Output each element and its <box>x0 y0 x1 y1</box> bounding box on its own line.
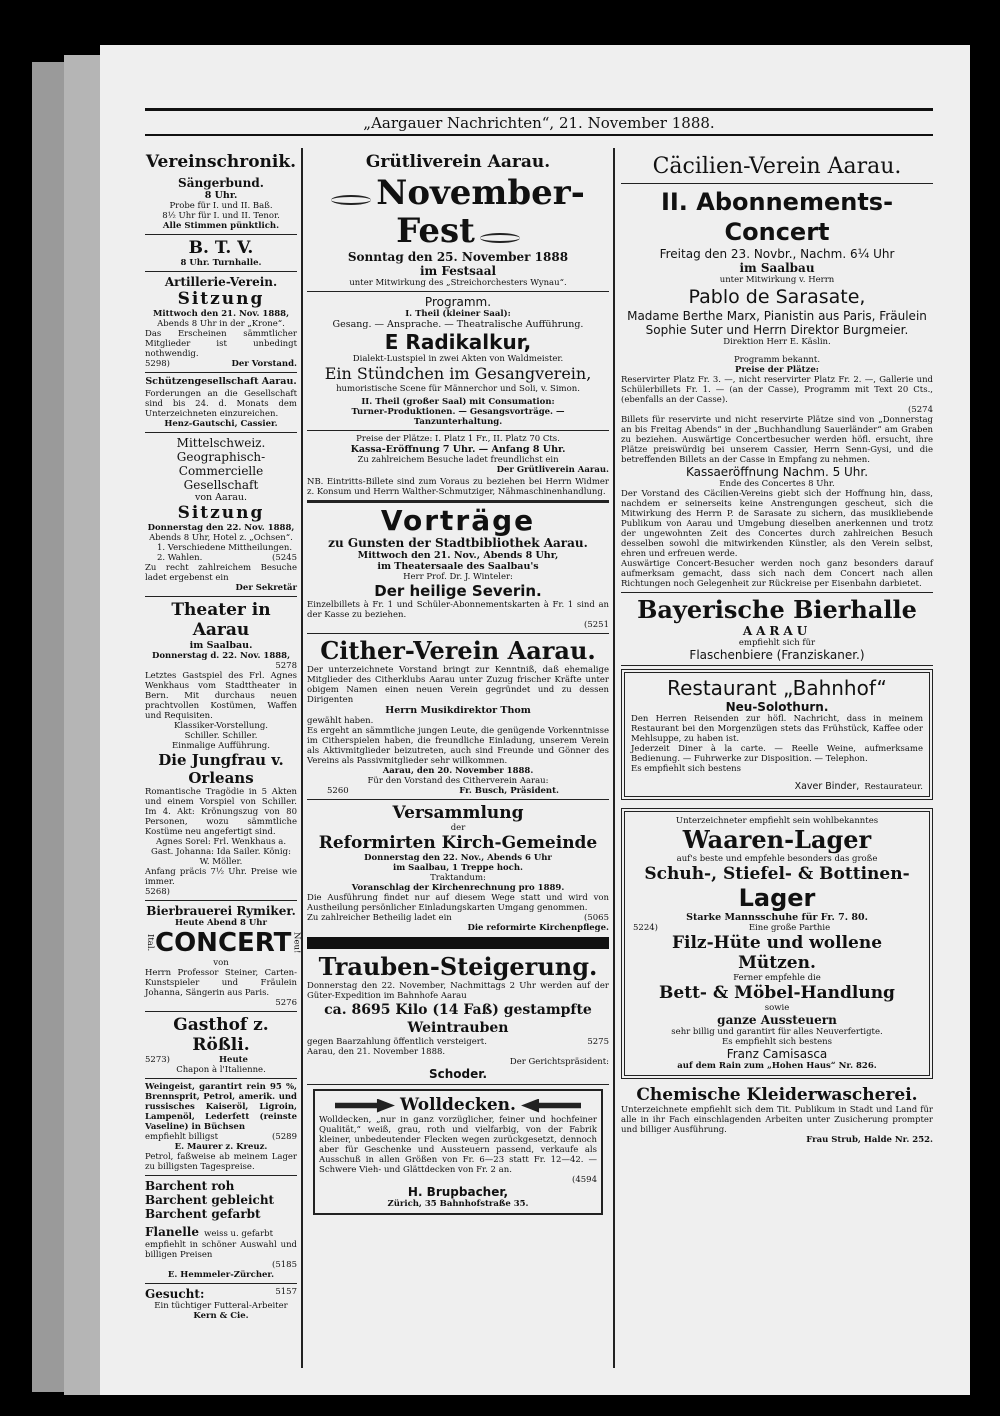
programm-heading: Programm. <box>424 295 492 309</box>
versammlung-line: im Saalbau, 1 Treppe hoch. <box>393 863 523 873</box>
waarenlager-line: sehr billig und garantirt für alles Neuverfertigte. <box>671 1027 883 1037</box>
geo-line: Zu recht zahlreichem Besuche ladet ergebenst ein <box>145 563 297 583</box>
ad-number: 5268) <box>145 887 170 897</box>
programm-line: Turner-Produktionen. — Gesangsvorträge. — Tanzunterhaltung. <box>351 407 565 427</box>
cither-heading: Cither-Verein Aarau. <box>320 636 596 665</box>
abonnement-line: Der Vorstand des Cäcilien-Vereins giebt sich der Hoffnung hin, dass, nachdem er seinerseits keine Anstrengungen gescheut, sich die Mitwirkung des Herrn P. de Sarasate zu sichern, das musikliebende Publikum von Aarau und Umgebung dieselben anerkennen und trotz der ungewohnten Zeit des Concertes durch zahlreichen Besuch desselben sowohl die mitwirkenden Künstler, als den Verein selbst, ehren und erfreuen werde. <box>621 489 933 559</box>
cither-text: Für den Vorstand des Citherverein Aarau: <box>367 776 549 786</box>
column-left <box>145 148 302 1368</box>
restaurant-sub: Neu-Solothurn. <box>725 700 829 714</box>
programm-line: humoristische Scene für Männerchor und Soli, v. Simon. <box>336 384 580 394</box>
kasse-line: Kassaeröffnung Nachm. 5 Uhr. <box>685 465 869 479</box>
schuh-heading: Schuh-, Stiefel- & Bottinen- <box>644 864 910 884</box>
concert-title: CONCERT <box>155 928 292 958</box>
ende-line: Ende des Concertes 8 Uhr. <box>719 479 835 489</box>
waarenlager-line: Unterzeichneter empfiehlt sein wohlbekanntes <box>675 816 879 826</box>
restaurant-signature: Xaver Binder, <box>794 781 860 792</box>
barchent-line: Barchent gebleicht <box>145 1193 275 1207</box>
ad-number: (5289 <box>272 1132 297 1142</box>
restaurant-heading: Restaurant „Bahnhof“ <box>667 676 887 700</box>
barchent-line: weiss u. gefarbt <box>204 1229 273 1239</box>
chemische-line: Unterzeichnete empfiehlt sich dem Tit. Publikum in Stadt und Land für alle in ihr Fach einschlagenden Arbeiten unter Zusicherung prompter und billiger Ausführung. <box>621 1105 933 1135</box>
saengerbund-time: 8 Uhr. <box>204 190 238 201</box>
cither-text: Es ergeht an sämmtliche jungen Leute, die genügende Vorkenntnisse im Citherspielen haben, die freundliche Einladung, unserem Verein als Aktivmitglieder beizutreten, auch sind Freunde und Gönner des Vereins als Passivmitglieder sehr willkommen. <box>307 726 609 766</box>
waarenlager-line: Es empfiehlt sich bestens <box>722 1037 832 1047</box>
caecilien-heading: Cäcilien-Verein Aarau. <box>652 154 902 179</box>
wolldecken-text: Wolldecken, „nur in ganz vorzüglicher, feiner und hochfeiner Qualität,“ weiß, grau, roth und vielfarbig, von der Fabrik kleiner, unbedeutender Flecken wegen zurückgesetzt, dennoch aber für Geschenke und Aussteuern passend, verkaufe als Ausschuß in allen Größen von Fr. 6—23 statt Fr. 12—42. — Schwere Vieh- und Glättdecken von Fr. 2 an. <box>319 1115 597 1175</box>
gesucht-heading: Gesucht: <box>145 1287 205 1301</box>
restaurant-line: Jederzeit Diner à la carte. — Reelle Weine, aufmerksame Bedienung. — Fuhrwerke zur Disposition. — Telephon. <box>631 744 923 764</box>
weingeist-line: empfiehlt billigst <box>145 1132 219 1142</box>
roessli-line: Chapon à l'Italienne. <box>176 1065 266 1075</box>
waarenlager-line: auf's beste und empfehle besonders das große <box>676 854 878 864</box>
wolldecken-signature: H. Brupbacher, <box>407 1185 509 1199</box>
roessli-line: Heute <box>219 1055 248 1065</box>
artillerie-line: Abends 8 Uhr in der „Krone“. <box>157 319 285 329</box>
camisasca-name: Franz Camisasca <box>726 1047 828 1061</box>
pointing-hand-icon <box>335 1099 395 1113</box>
abonnement-place: im Saalbau <box>739 261 815 275</box>
barchent-line: Flanelle <box>145 1225 199 1239</box>
geo-signature: Der Sekretär <box>235 583 297 593</box>
geo-date: Donnerstag den 22. Nov. 1888, <box>147 523 295 533</box>
vortraege-title: Vorträge <box>380 504 536 537</box>
schuetzen-text: Forderungen an die Gesellschaft sind bis 24. d. Monats dem Unterzeichneten einzureichen. <box>145 389 297 419</box>
theater-sub: im Saalbau. <box>189 640 253 651</box>
trauben-line: Donnerstag den 22. November, Nachmittags 2 Uhr werden auf der Güter-Expedition im Bahnhofe Aarau <box>307 981 609 1001</box>
divider <box>307 633 609 634</box>
einladung-line: Zu zahlreichem Besuche ladet freundlichst ein <box>357 455 559 465</box>
abonnement-line: unter Mitwirkung v. Herrn <box>719 275 835 285</box>
versammlung-line: der <box>450 823 466 833</box>
divider <box>307 799 609 800</box>
abonnement-line: Reservirter Platz Fr. 3. —, nicht reservirter Platz Fr. 2. —, Gallerie und Schülerbillets Fr. 1. — (an der Casse), Programm mit Text 20 Cts., (ebenfalls an der Casse). <box>621 375 933 405</box>
abonnement-line: Programm bekannt. <box>733 355 821 365</box>
book-edge-inner <box>64 55 104 1395</box>
wolldecken-box <box>313 1089 603 1215</box>
artillerie-signature: Der Vorstand. <box>231 359 297 369</box>
ad-number: (4594 <box>572 1175 597 1185</box>
cither-signature: Fr. Busch, Präsident. <box>459 786 559 796</box>
divider <box>145 432 297 433</box>
barchent-text: empfiehlt in schöner Auswahl und billigen Preisen <box>145 1240 297 1260</box>
bier-line: von <box>213 958 229 968</box>
black-bar <box>307 937 609 949</box>
ornament <box>480 233 520 243</box>
vortraege-line: Mittwoch den 21. Nov., Abends 8 Uhr, <box>357 550 559 561</box>
ad-number: (5185 <box>272 1260 297 1270</box>
lager-heading: Lager <box>738 884 816 912</box>
novemberfest-place: im Festsaal <box>419 264 497 278</box>
weingeist-text: Weingeist, garantirt rein 95 %, Brennsprit, Petrol, amerik. und russisches Kaiseröl, Ligroin, Lampenöl, Lederfett (reinste Vaseline) in Büchsen <box>145 1082 297 1132</box>
theater-line: Schiller. Schiller. <box>184 731 258 741</box>
vereinschronik-heading: Vereinschronik. <box>145 152 297 172</box>
programm-line: I. Theil (kleiner Saal): <box>405 309 511 319</box>
vortraege-line: Einzelbillets à Fr. 1 und Schüler-Abonnementskarten à Fr. 1 sind an der Kasse zu beziehen. <box>307 600 609 620</box>
divider <box>621 665 933 666</box>
geo-heading: von Aarau. <box>194 492 248 503</box>
versammlung-line: Die Ausführung findet nur auf diesem Wege statt und wird von Austheilung persönlicher Einladungskarten Umgang genommen. <box>307 893 609 913</box>
theater-line: Klassiker-Vorstellung. <box>174 721 268 731</box>
waarenlager-line: Eine große Parthie <box>748 923 831 933</box>
side-label: Ital. <box>145 934 155 952</box>
trauben-date: Aarau, den 21. November 1888. <box>307 1047 446 1057</box>
divider <box>145 271 297 272</box>
divider <box>145 1011 297 1012</box>
divider <box>145 596 297 597</box>
restaurant-box <box>621 669 933 800</box>
nb-text: NB. Eintritts-Billete sind zum Voraus zu beziehen bei Herrn Widmer z. Konsum und Herrn Walther-Schmutziger, Nähmaschinenhandlung. <box>307 477 609 497</box>
bayerische-aarau: AARAU <box>742 624 812 638</box>
theater-line: Anfang präcis 7½ Uhr. Preise wie immer. <box>145 867 297 887</box>
chemische-signature: Frau Strub, Halde Nr. 252. <box>806 1135 933 1145</box>
cither-text: Der unterzeichnete Vorstand bringt zur Kenntniß, daß ehemalige Mitglieder des Citherklubs Aarau unter Zuzug frischer Kräfte unter obigem Namen einen neuen Verein gegründet und zu dessen Dirigenten <box>307 665 609 705</box>
stuendchen-title: Ein Stündchen im Gesangverein, <box>324 364 592 383</box>
artillerie-heading: Artillerie-Verein. <box>164 275 278 289</box>
saengerbund-line: 8½ Uhr für I. und II. Tenor. <box>162 211 280 221</box>
flaschenbiere-line: Flaschenbiere (Franziskaner.) <box>689 648 865 662</box>
geo-line: 2. Wahlen. <box>157 553 203 563</box>
abonnement-line: Madame Berthe Marx, Pianistin aus Paris, Fräulein Sophie Suter und Herrn Direktor Burgmeier. <box>627 309 927 337</box>
abonnement-title: II. Abonnements-Concert <box>660 188 894 246</box>
cither-thom: Herrn Musikdirektor Thom <box>385 705 531 716</box>
gruetli-heading: Grütliverein Aarau. <box>365 152 551 172</box>
waarenlager-line: sowie <box>764 1003 790 1013</box>
bayerische-heading: Bayerische Bierhalle <box>637 595 917 624</box>
artillerie-line: Das Erscheinen sämmtlicher Mitglieder ist unbedingt nothwendig. <box>145 329 297 359</box>
versammlung-line: Zu zahlreicher Betheilig ladet ein <box>307 913 452 923</box>
page-content <box>145 108 933 1368</box>
trauben-big: ca. 8695 Kilo (14 Faß) gestampfte Weintrauben <box>324 1002 592 1036</box>
vortraege-line: zu Gunsten der Stadtbibliothek Aarau. <box>328 536 588 550</box>
saengerbund-heading: Sängerbund. <box>178 176 264 190</box>
versammlung-line: Donnerstag den 22. Nov., Abends 6 Uhr <box>364 853 552 863</box>
sitzung-heading: Sitzung <box>177 503 265 523</box>
gruetli-signature: Der Grütliverein Aarau. <box>496 465 609 475</box>
divider <box>307 1084 609 1085</box>
trauben-signature: Schoder. <box>428 1067 488 1081</box>
radikalkur-title: E Radikalkur, <box>384 330 532 354</box>
saengerbund-line: Alle Stimmen pünktlich. <box>162 221 280 231</box>
waarenlager-heading: Waaren-Lager <box>682 825 872 854</box>
novemberfest-line: unter Mitwirkung des „Streichorchesters Wynau“. <box>349 278 567 288</box>
divider <box>307 291 609 292</box>
cither-text: gewählt haben. <box>307 716 374 726</box>
ad-number: 5276 <box>275 998 297 1008</box>
theater-heading: Theater in Aarau <box>171 600 271 640</box>
versammlung-line: Traktandum: <box>430 873 486 883</box>
ad-number: (5065 <box>584 913 609 923</box>
jungfrau-title: Die Jungfrau v. Orleans <box>158 751 284 787</box>
ad-number: 5275 <box>587 1037 609 1047</box>
programm-line: Gesang. — Ansprache. — Theatralische Aufführung. <box>332 319 584 330</box>
waarenlager-line: Ferner empfehle die <box>733 973 821 983</box>
schuetzen-signature: Henz-Gautschi, Cassier. <box>164 419 278 429</box>
divider <box>145 1175 297 1176</box>
ad-number: (5251 <box>584 620 609 630</box>
novemberfest-title: November-Fest <box>376 173 585 251</box>
programm-line: II. Theil (großer Saal) mit Consumation: <box>361 397 555 407</box>
divider <box>621 592 933 593</box>
ad-number: 5278 <box>275 661 297 671</box>
roessli-heading: Gasthof z. Rößli. <box>173 1015 269 1055</box>
kassa-line: Kassa-Eröffnung 7 Uhr. — Anfang 8 Uhr. <box>350 444 566 455</box>
masthead: „Aargauer Nachrichten“, 21. November 1888. <box>145 108 933 136</box>
wolldecken-address: Zürich, 35 Bahnhofstraße 35. <box>387 1199 529 1209</box>
filz-heading: Filz-Hüte und wollene Mützen. <box>671 933 883 973</box>
divider <box>307 500 609 503</box>
abonnement-line: Billets für reservirte und nicht reservirte Plätze sind von „Donnerstag an bis Freitag Abends“ in der „Buchhandlung Sauerländer“ am Graben zu beziehen. Auswärtige Concertbesucher werden höfl. ersucht, ihre Plätze preiswürdig bei unserem Cassier, Herrn Senn-Gysi, und die betreffenden Billets an der Casse in Empfang zu nehmen. <box>621 415 933 465</box>
preise-line: Preise der Plätze: I. Platz 1 Fr., II. Platz 70 Cts. <box>356 434 560 444</box>
theater-line: Romantische Tragödie in 5 Akten und einem Vorspiel von Schiller. Im 4. Akt: Krönungszug von 80 Personen, wozu sämmtliche Kostüme neu angefertigt sind. <box>145 787 297 837</box>
ad-number: 5157 <box>275 1287 297 1297</box>
bayerische-line: empfiehlt sich für <box>738 638 816 648</box>
sarasate-name: Pablo de Sarasate, <box>688 286 866 308</box>
versammlung-line: Voranschlag der Kirchenrechnung pro 1889. <box>351 883 565 893</box>
waarenlager-address: auf dem Rain zum „Hohen Haus“ Nr. 826. <box>677 1061 877 1071</box>
wolldecken-heading: Wolldecken. <box>400 1095 516 1115</box>
btv-heading: B. T. V. <box>188 238 254 258</box>
divider <box>145 234 297 235</box>
columns <box>145 148 933 1368</box>
column-right <box>619 148 933 1368</box>
bett-heading: Bett- & Möbel-Handlung <box>659 983 895 1003</box>
ad-number: 5273) <box>145 1055 170 1065</box>
side-label: Neu! <box>291 932 302 954</box>
theater-line: Agnes Sorel: Frl. Wenkhaus a. Gast. Johanna: Ida Sailer. König: W. Möller. <box>151 837 291 867</box>
cither-date: Aarau, den 20. November 1888. <box>382 766 534 776</box>
versammlung-signature: Die reformirte Kirchenpflege. <box>467 923 609 933</box>
theater-line: Einmalige Aufführung. <box>172 741 270 751</box>
divider <box>145 1283 297 1284</box>
vortraege-line: Herr Prof. Dr. J. Winteler: <box>403 572 513 582</box>
trauben-line: Der Gerichtspräsident: <box>509 1057 609 1067</box>
reformirte-heading: Reformirten Kirch-Gemeinde <box>318 833 598 853</box>
programm-line: Dialekt-Lustspiel in zwei Akten von Waldmeister. <box>352 354 564 364</box>
waarenlager-line: Starke Mannsschuhe für Fr. 7. 80. <box>686 912 868 923</box>
divider <box>145 372 297 373</box>
theater-line: Letztes Gastspiel des Frl. Agnes Wenkhaus vom Stadttheater in Bern. Mit durchaus neuen prachtvollen Kostümen, Waffen und Requisiten. <box>145 671 297 721</box>
weingeist-line: Petrol, faßweise ab meinem Lager zu billigsten Tagespreise. <box>145 1152 297 1172</box>
ad-number: (5274 <box>908 405 933 415</box>
geo-line: Abends 8 Uhr, Hotel z. „Ochsen“. <box>149 533 293 543</box>
geo-heading: Mittelschweiz. Geographisch- <box>176 436 266 464</box>
aussteuern-heading: ganze Aussteuern <box>717 1013 837 1027</box>
trauben-line: gegen Baarzahlung öffentlich versteigert. <box>307 1037 487 1047</box>
restaurant-signature: Restaurateur. <box>864 782 923 792</box>
vortraege-line: im Theatersaale des Saalbau's <box>377 561 539 572</box>
gesucht-signature: Kern & Cie. <box>193 1311 249 1321</box>
novemberfest-date: Sonntag den 25. November 1888 <box>347 250 569 264</box>
geo-line: 1. Verschiedene Mittheilungen. <box>157 543 293 553</box>
bier-heading: Bierbrauerei Rymiker. <box>146 904 296 918</box>
divider <box>621 183 933 184</box>
gesucht-line: Ein tüchtiger Futteral-Arbeiter <box>154 1301 288 1311</box>
versammlung-heading: Versammlung <box>392 803 524 823</box>
ad-number: 5224) <box>633 923 658 933</box>
abonnement-line: Auswärtige Concert-Besucher werden noch ganz besonders darauf aufmerksam gemacht, dass sich nach dem Concert nach allen Richtungen noch Gelegenheit zur Rückreise per Eisenbahn darbietet. <box>621 559 933 589</box>
schuetzen-heading: Schützengesellschaft Aarau. <box>145 376 297 387</box>
divider <box>145 900 297 901</box>
ad-number: 5298) <box>145 359 170 369</box>
bier-sub: Heute Abend 8 Uhr <box>175 918 267 928</box>
barchent-line: Barchent roh <box>145 1179 235 1193</box>
theater-date: Donnerstag d. 22. Nov. 1888, <box>151 651 291 661</box>
abonnement-line: Preise der Plätze: <box>735 365 819 375</box>
restaurant-line: Es empfiehlt sich bestens <box>631 764 741 774</box>
trauben-heading: Trauben-Steigerung. <box>318 952 598 981</box>
artillerie-date: Mittwoch den 21. Nov. 1888, <box>152 309 290 319</box>
abonnement-line: Direktion Herr E. Käslin. <box>723 337 831 347</box>
bier-line: Herrn Professor Steiner, Carten-Kunstspieler und Fräulein Johanna, Sängerin aus Paris. <box>145 968 297 998</box>
divider <box>307 430 609 431</box>
waarenlager-box <box>621 808 933 1079</box>
pointing-hand-icon <box>521 1099 581 1113</box>
geo-heading: Commercielle Gesellschaft <box>178 464 264 492</box>
ad-number: 5260 <box>327 786 349 796</box>
abonnement-date: Freitag den 23. Novbr., Nachm. 6¼ Uhr <box>659 247 895 261</box>
column-middle <box>301 148 615 1368</box>
sitzung-heading: Sitzung <box>177 289 265 309</box>
ornament <box>331 195 371 205</box>
divider <box>145 1078 297 1079</box>
saengerbund-line: Probe für I. und II. Baß. <box>169 201 273 211</box>
chemische-heading: Chemische Kleiderwascherei. <box>636 1085 918 1105</box>
barchent-signature: E. Hemmeler-Zürcher. <box>167 1270 275 1280</box>
severin-title: Der heilige Severin. <box>374 582 542 600</box>
btv-line: 8 Uhr. Turnhalle. <box>180 258 262 268</box>
weingeist-signature: E. Maurer z. Kreuz. <box>174 1142 268 1152</box>
restaurant-line: Den Herren Reisenden zur höfl. Nachricht, dass in meinem Restaurant bei den Morgenzügen stets das Frühstück, Kaffee oder Mehlsuppe, zu haben ist. <box>631 714 923 744</box>
ad-number: (5245 <box>272 553 297 563</box>
barchent-line: Barchent gefarbt <box>145 1207 261 1221</box>
